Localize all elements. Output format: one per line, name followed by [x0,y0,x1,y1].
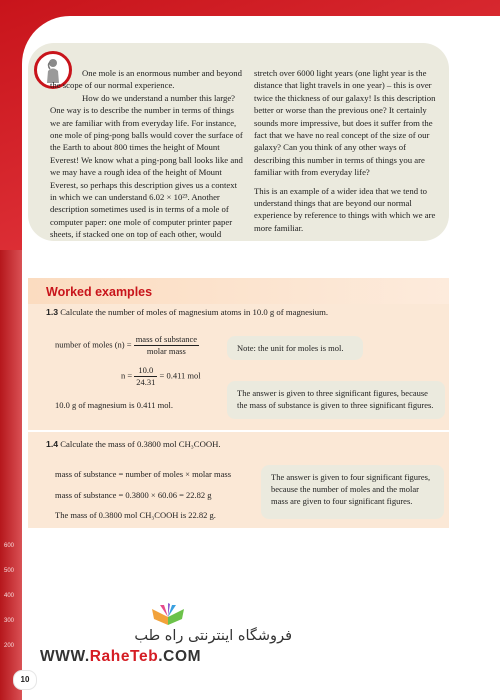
fraction-denominator: 24.31 [136,377,156,387]
equation-calc [121,365,201,388]
question-1-3 [46,307,328,317]
fraction [134,334,199,357]
sig-fig-note: The answer is given to four significant figures, because the number of moles and the molar mass are given to four significant figures. [261,465,444,519]
question-number: 1.4 [46,439,59,449]
sig-fig-note: The answer is given to three significant figures, because the mass of substance is given to three significant figures. [227,381,445,419]
question-text: Calculate the number of moles of magnesium atoms in 10.0 g of magnesium. [60,307,329,317]
answer-1-3: 10.0 g of magnesium is 0.411 mol. [55,400,173,410]
philosophy-paragraph: How do we understand a number this large? One way is to describe the number in terms of things we are familiar with from everyday life. For instance, one mole of ping-pong balls would cover the surface of the Earth to about 800 times the height of Mount Everest! We know what a ping-pong ball looks like and we may have a rough idea of the height of Mount Everest, so perhaps this description gives us a context in which we can understand 6.02 × 10²³. Another description sometimes used is in terms of a mole of computer paper: one mole of computer printer paper sheets, if stacked one on top of each other, would [50,92,243,240]
fraction-numerator: 10.0 [134,365,157,377]
url-prefix: WWW. [40,648,90,665]
question-number: 1.3 [46,307,59,317]
beaker-mark: 300 [4,618,15,624]
unit-note: Note: the unit for moles is mol. [227,336,363,360]
url-brand: RaheTeb [89,648,159,665]
store-url[interactable] [40,648,201,666]
beaker-mark: 200 [4,643,15,649]
store-name: فروشگاه اینترنتی راه طب [134,628,292,644]
philosophy-paragraph: stretch over 6000 light years (one light year is the distance that light travels in one year) – this is over twice the thickness of our galaxy! Is this description better or worse than the previous one? It certainly sounds more impressive, but does it suffer from the fact that we have no real concept of the size of our galaxy? Can you think of any other ways of describing this number in terms of things you are familiar with from everyday life? [254,68,436,178]
philosophy-paragraph: One mole is an enormous number and beyond the scope of our normal experience. [50,68,242,91]
equation-result: = 0.411 mol [159,370,201,381]
equation-moles [55,334,199,357]
worked-examples-title: Worked examples [46,285,153,299]
fraction-numerator: mass of substance [135,334,198,344]
fraction-denominator: molar mass [146,346,186,356]
philosophy-column-left [50,67,243,241]
question-1-4 [46,439,221,449]
question-text: Calculate the mass of 0.3800 mol CH₃COOH. [60,439,221,449]
url-suffix: .COM [158,648,202,665]
equation-prefix: number of moles (n) = [55,339,132,350]
beaker-mark: 400 [4,593,15,599]
equation-prefix: n = [121,370,133,381]
equation-mass: mass of substance = number of moles × molar mass [55,469,232,479]
philosophy-column-right [254,67,444,234]
beaker-mark: 500 [4,568,15,574]
fraction [134,365,157,388]
philosophy-paragraph: This is an example of a wider idea that we tend to understand things that are beyond our normal experience by reference to things with which we are more familiar. [254,185,436,233]
answer-1-4: The mass of 0.3800 mol CH₃COOH is 22.82 g. [55,510,216,520]
page-number: 10 [13,670,37,690]
beaker-mark: 600 [4,543,15,549]
equation-mass-calc: mass of substance = 0.3800 × 60.06 = 22.82 g [55,490,212,500]
